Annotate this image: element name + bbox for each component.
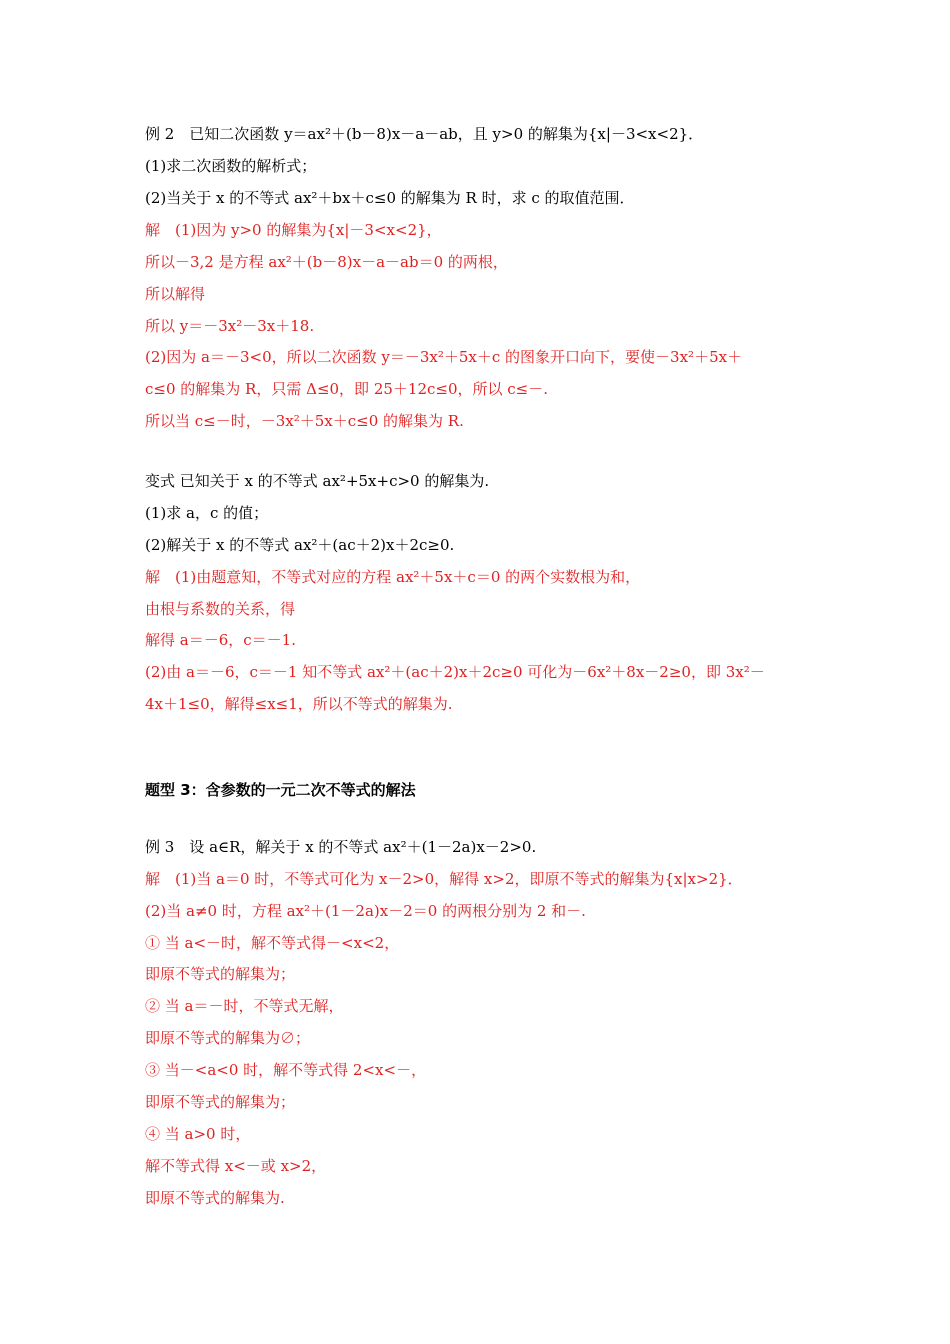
example3-solution-line-8: 即原不等式的解集为；: [145, 1093, 296, 1111]
example2-solution-line-4: 所以 y＝－3x²－3x＋18.: [145, 317, 315, 335]
example3-solution-line-2: (2)当 a≠0 时，方程 ax²＋(1－2a)x－2＝0 的两根分别为 2 和－.: [145, 902, 586, 920]
variant-solution-line-3: 解得 a＝－6，c＝－1.: [145, 631, 296, 649]
variant-solution-line-5: 4x＋1≤0，解得≤x≤1，所以不等式的解集为.: [145, 695, 453, 713]
example2-solution-line-2: 所以－3,2 是方程 ax²＋(b－8)x－a－ab＝0 的两根，: [145, 253, 508, 271]
example3-problem-line-1: 例 3 设 a∈R，解关于 x 的不等式 ax²＋(1－2a)x－2>0.: [145, 838, 537, 856]
example3-solution-line-6: 即原不等式的解集为∅；: [145, 1029, 311, 1047]
example3-solution-line-1: 解 (1)当 a＝0 时，不等式可化为 x－2>0，解得 x>2，即原不等式的解集为{x|x>2}．: [145, 870, 743, 888]
variant-solution-line-1: 解 (1)由题意知，不等式对应的方程 ax²＋5x＋c＝0 的两个实数根为和，: [145, 568, 641, 586]
variant-problem-line-3: (2)解关于 x 的不等式 ax²＋(ac＋2)x＋2c≥0.: [145, 536, 455, 554]
variant-problem-line-1: 变式 已知关于 x 的不等式 ax²+5x+c>0 的解集为.: [145, 472, 490, 490]
example3-solution-line-9: ④ 当 a>0 时，: [145, 1125, 251, 1143]
example2-solution-line-7: 所以当 c≤－时，－3x²＋5x＋c≤0 的解集为 R.: [145, 412, 464, 430]
example3-solution-line-7: ③ 当－<a<0 时，解不等式得 2<x<－，: [145, 1061, 427, 1079]
example2-solution-line-5: (2)因为 a＝－3<0，所以二次函数 y＝－3x²＋5x＋c 的图象开口向下，要使－3x²＋5x＋: [145, 348, 743, 366]
example2-problem-line-3: (2)当关于 x 的不等式 ax²＋bx＋c≤0 的解集为 R 时，求 c 的取值范围．: [145, 189, 635, 207]
example3-solution-line-11: 即原不等式的解集为.: [145, 1189, 285, 1207]
example3-solution-line-10: 解不等式得 x<－或 x>2，: [145, 1157, 327, 1175]
example3-solution-line-3: ① 当 a<－时，解不等式得－<x<2，: [145, 934, 400, 952]
variant-solution-line-2: 由根与系数的关系，得: [145, 600, 296, 618]
example2-problem-line-2: (1)求二次函数的解析式；: [145, 157, 317, 175]
example2-problem-line-1: 例 2 已知二次函数 y＝ax²＋(b－8)x－a－ab，且 y>0 的解集为{x|－3<x<2}．: [145, 125, 704, 143]
example3-solution-line-5: ② 当 a＝－时，不等式无解，: [145, 997, 344, 1015]
example3-solution-line-4: 即原不等式的解集为；: [145, 965, 296, 983]
section-heading: 题型 3：含参数的一元二次不等式的解法: [145, 781, 416, 799]
example2-solution-line-3: 所以解得: [145, 285, 206, 303]
variant-problem-line-2: (1)求 a，c 的值；: [145, 504, 269, 522]
example2-solution-line-1: 解 (1)因为 y>0 的解集为{x|－3<x<2}，: [145, 221, 442, 239]
variant-solution-line-4: (2)由 a＝－6，c＝－1 知不等式 ax²＋(ac＋2)x＋2c≥0 可化为－6x²＋8x－2≥0，即 3x²－: [145, 663, 765, 681]
example2-solution-line-6: c≤0 的解集为 R，只需 Δ≤0，即 25＋12c≤0，所以 c≤－.: [145, 380, 549, 398]
